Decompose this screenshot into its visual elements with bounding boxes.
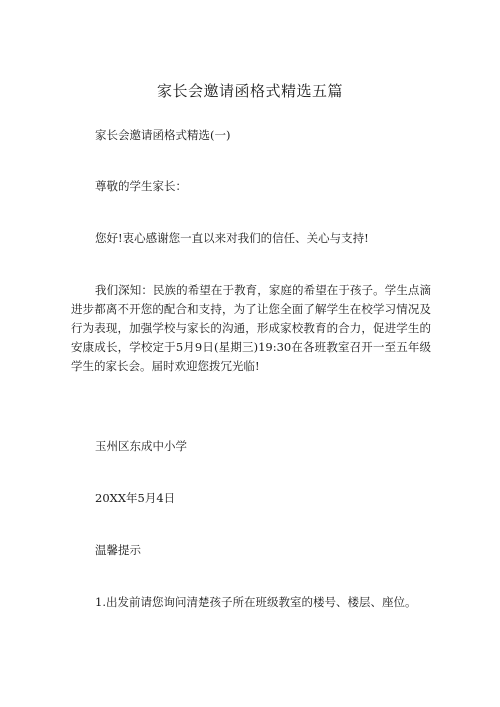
date: 20XX年5月4日	[95, 491, 176, 505]
section-heading: 家长会邀请函格式精选(一)	[95, 128, 231, 142]
tip-item-1: 1.出发前请您询问清楚孩子所在班级教室的楼号、楼层、座位。	[95, 595, 417, 609]
document-title: 家长会邀请函格式精选五篇	[156, 82, 343, 100]
salutation: 尊敬的学生家长：	[95, 179, 187, 193]
greeting-paragraph: 您好!衷心感谢您一直以来对我们的信任、关心与支持!	[95, 231, 369, 245]
signature: 玉州区东成中小学	[95, 439, 187, 453]
tips-heading: 温馨提示	[95, 543, 141, 557]
body-paragraph: 我们深知：民族的希望在于教育，家庭的希望在于孩子。学生点滴进步都离不开您的配合和支持，为了让您全面了解学生在校学习情况及行为表现，加强学校与家长的沟通，形成家校教育的合力，促进学生的安康成长，学校定于5月9日(星期三)19:30在各班教室召开一至五年级学生的家长会。届时欢迎您拨冗光临!	[71, 283, 431, 373]
